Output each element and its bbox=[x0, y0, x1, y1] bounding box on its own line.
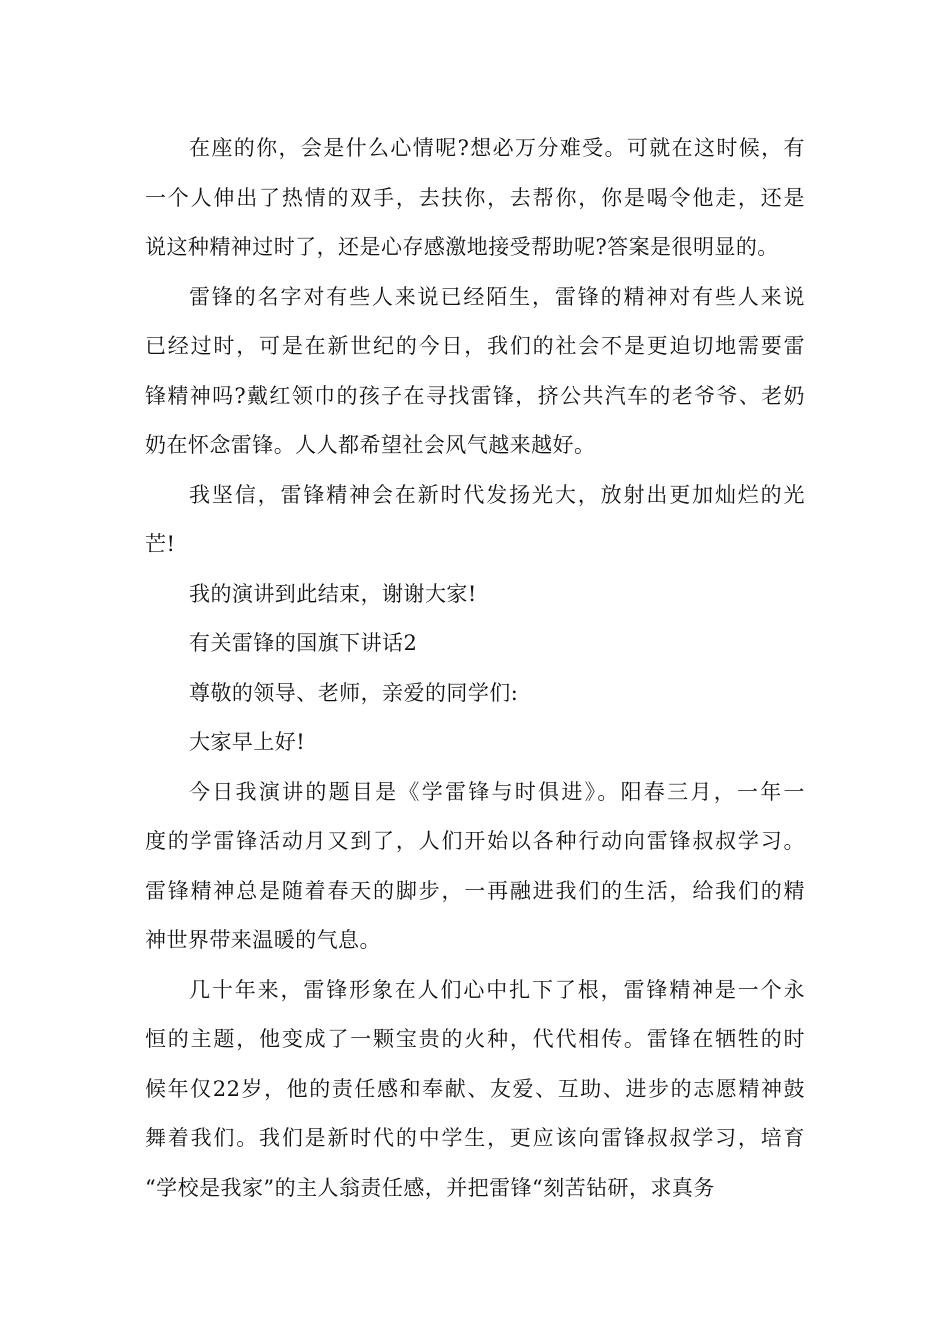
text-line: 芒! bbox=[145, 532, 176, 556]
text-line: 神世界带来温暖的气息。 bbox=[145, 928, 381, 952]
text-line: 尊敬的领导、老师，亲爱的同学们: bbox=[189, 680, 519, 705]
text-line: 大家早上好! bbox=[189, 730, 306, 754]
document-body bbox=[145, 124, 805, 1213]
text-line: 恒的主题，他变成了一颗宝贵的火种，代代相传。雷锋在牺牲的时 bbox=[145, 1027, 805, 1051]
text-line: “学校是我家”的主人翁责任感，并把雷锋“刻苦钻研，求真务 bbox=[145, 1175, 715, 1200]
text-line: 一个人伸出了热情的双手，去扶你，去帮你，你是喝令他走，还是 bbox=[145, 185, 805, 210]
text-line: 雷锋精神总是随着春天的脚步，一再融进我们的生活，给我们的精 bbox=[145, 878, 805, 903]
text-line: 几十年来，雷锋形象在人们心中扎下了根，雷锋精神是一个永 bbox=[189, 977, 805, 1002]
text-line: 说这种精神过时了，还是心存感激地接受帮助呢?答案是很明显的。 bbox=[145, 235, 779, 259]
paragraph bbox=[145, 124, 805, 273]
paragraph bbox=[145, 669, 805, 719]
text-line: 我的演讲到此结束，谢谢大家! bbox=[189, 581, 477, 606]
paragraph bbox=[145, 718, 805, 768]
text-line: 有关雷锋的国旗下讲话2 bbox=[189, 631, 418, 655]
text-line: 度的学雷锋活动月又到了，人们开始以各种行动向雷锋叔叔学习。 bbox=[145, 829, 805, 853]
text-line: 舞着我们。我们是新时代的中学生，更应该向雷锋叔叔学习，培育 bbox=[145, 1126, 805, 1150]
text-line: 锋精神吗?戴红领巾的孩子在寻找雷锋，挤公共汽车的老爷爷、老奶 bbox=[145, 383, 805, 408]
paragraph bbox=[145, 273, 805, 471]
text-line: 已经过时，可是在新世纪的今日，我们的社会不是更迫切地需要雷 bbox=[145, 334, 805, 358]
text-line: 我坚信，雷锋精神会在新时代发扬光大，放射出更加灿烂的光 bbox=[189, 482, 805, 507]
paragraph bbox=[145, 570, 805, 620]
paragraph bbox=[145, 471, 805, 570]
text-line: 今日我演讲的题目是《学雷锋与时俱进》。阳春三月，一年一 bbox=[189, 779, 805, 804]
text-line: 奶在怀念雷锋。人人都希望社会风气越来越好。 bbox=[145, 433, 596, 457]
text-line: 在座的你，会是什么心情呢?想必万分难受。可就在这时候，有 bbox=[189, 136, 805, 160]
paragraph bbox=[145, 768, 805, 966]
paragraph bbox=[145, 966, 805, 1214]
paragraph bbox=[145, 619, 805, 669]
text-line: 候年仅22岁，他的责任感和奉献、友爱、互助、进步的志愿精神鼓 bbox=[145, 1076, 805, 1101]
text-line: 雷锋的名字对有些人来说已经陌生，雷锋的精神对有些人来说 bbox=[189, 284, 805, 309]
